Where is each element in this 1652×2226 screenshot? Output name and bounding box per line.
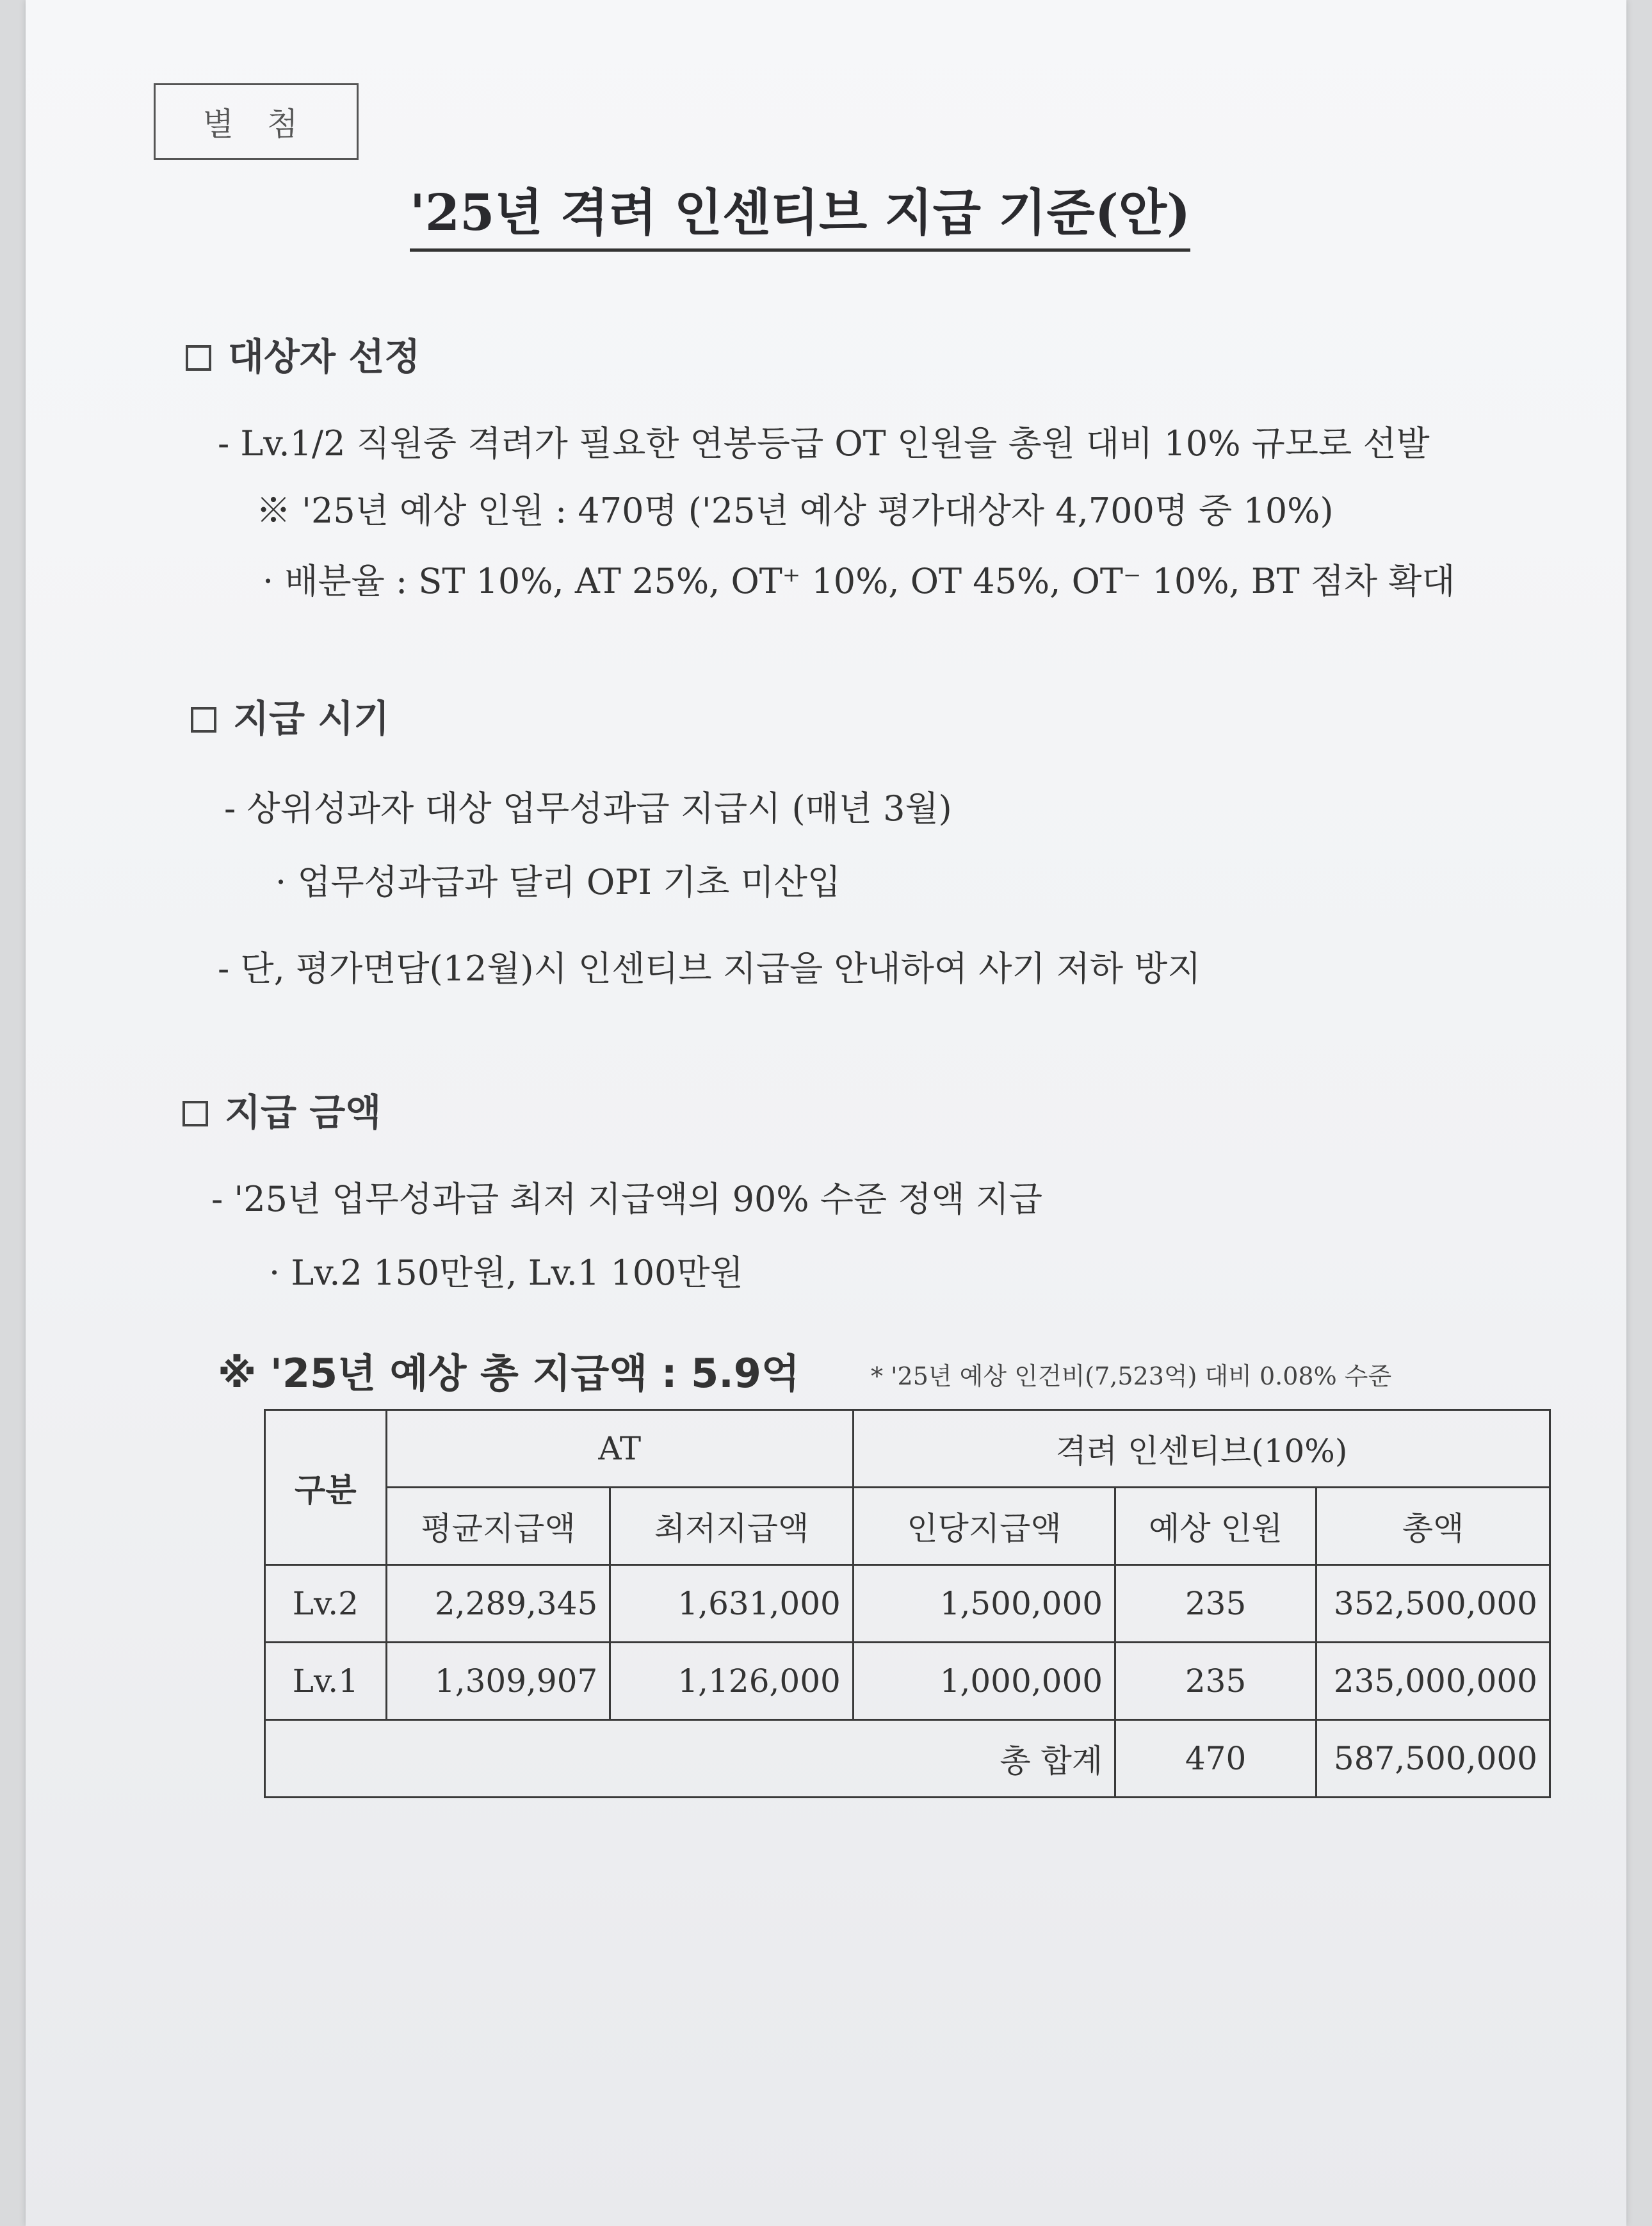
total-payment-summary: ※ '25년 예상 총 지급액 : 5.9억 xyxy=(218,1350,800,1397)
section-heading-text: 대상자 선정 xyxy=(228,335,421,378)
header-incentive: 격려 인센티브(10%) xyxy=(853,1410,1550,1488)
summary-footnote: * '25년 예상 인건비(7,523억) 대비 0.08% 수준 xyxy=(871,1362,1392,1390)
table-row xyxy=(265,1643,1550,1720)
row-label: Lv.2 xyxy=(265,1565,387,1643)
header-category: 구분 xyxy=(265,1410,387,1565)
sum-total: 587,500,000 xyxy=(1316,1720,1550,1798)
selection-line-1: - Lv.1/2 직원중 격려가 필요한 연봉등급 OT 인원을 총원 대비 10% 규모로 선발 xyxy=(218,423,1430,464)
section-heading-text: 지급 시기 xyxy=(233,697,390,740)
cell-count: 235 xyxy=(1115,1565,1316,1643)
cell-per: 1,000,000 xyxy=(853,1643,1115,1720)
cell-avg: 1,309,907 xyxy=(386,1643,610,1720)
section-heading-amount xyxy=(182,1082,381,1136)
section-heading-text: 지급 금액 xyxy=(225,1091,382,1134)
table-header-row xyxy=(265,1410,1550,1488)
attachment-label: 별 첨 xyxy=(154,83,359,160)
table-sum-row xyxy=(265,1720,1550,1798)
checkbox-icon xyxy=(186,345,211,371)
cell-min: 1,631,000 xyxy=(610,1565,853,1643)
cell-avg: 2,289,345 xyxy=(386,1565,610,1643)
document-title: '25년 격려 인센티브 지급 기준(안) xyxy=(410,173,1190,252)
header-min: 최저지급액 xyxy=(610,1488,853,1565)
header-per: 인당지급액 xyxy=(853,1488,1115,1565)
sum-label: 총 합계 xyxy=(265,1720,1115,1798)
incentive-table xyxy=(264,1409,1551,1798)
checkbox-icon xyxy=(182,1101,208,1126)
checkbox-icon xyxy=(191,707,216,733)
cell-per: 1,500,000 xyxy=(853,1565,1115,1643)
cell-total: 352,500,000 xyxy=(1316,1565,1550,1643)
sum-count: 470 xyxy=(1115,1720,1316,1798)
timing-line-2: · 업무성과급과 달리 OPI 기초 미산입 xyxy=(275,862,841,902)
header-count: 예상 인원 xyxy=(1115,1488,1316,1565)
section-heading-timing xyxy=(191,688,389,742)
row-label: Lv.1 xyxy=(265,1643,387,1720)
cell-min: 1,126,000 xyxy=(610,1643,853,1720)
amount-line-1: - '25년 업무성과급 최저 지급액의 90% 수준 정액 지급 xyxy=(211,1179,1043,1219)
table-subheader-row xyxy=(265,1488,1550,1565)
document-page xyxy=(26,0,1626,2226)
section-heading-selection xyxy=(186,327,420,380)
amount-line-2: · Lv.2 150만원, Lv.1 100만원 xyxy=(269,1253,743,1293)
table-row xyxy=(265,1565,1550,1643)
selection-line-2: ※ '25년 예상 인원 : 470명 ('25년 예상 평가대상자 4,700명 중 10%) xyxy=(256,491,1334,531)
timing-line-3: - 단, 평가면담(12월)시 인센티브 지급을 안내하여 사기 저하 방지 xyxy=(218,948,1201,989)
cell-count: 235 xyxy=(1115,1643,1316,1720)
header-at: AT xyxy=(386,1410,853,1488)
selection-line-3: · 배분율 : ST 10%, AT 25%, OT⁺ 10%, OT 45%, OT⁻ 10%, BT 점차 확대 xyxy=(263,561,1455,601)
header-total: 총액 xyxy=(1316,1488,1550,1565)
header-avg: 평균지급액 xyxy=(386,1488,610,1565)
cell-total: 235,000,000 xyxy=(1316,1643,1550,1720)
timing-line-1: - 상위성과자 대상 업무성과급 지급시 (매년 3월) xyxy=(224,788,952,829)
